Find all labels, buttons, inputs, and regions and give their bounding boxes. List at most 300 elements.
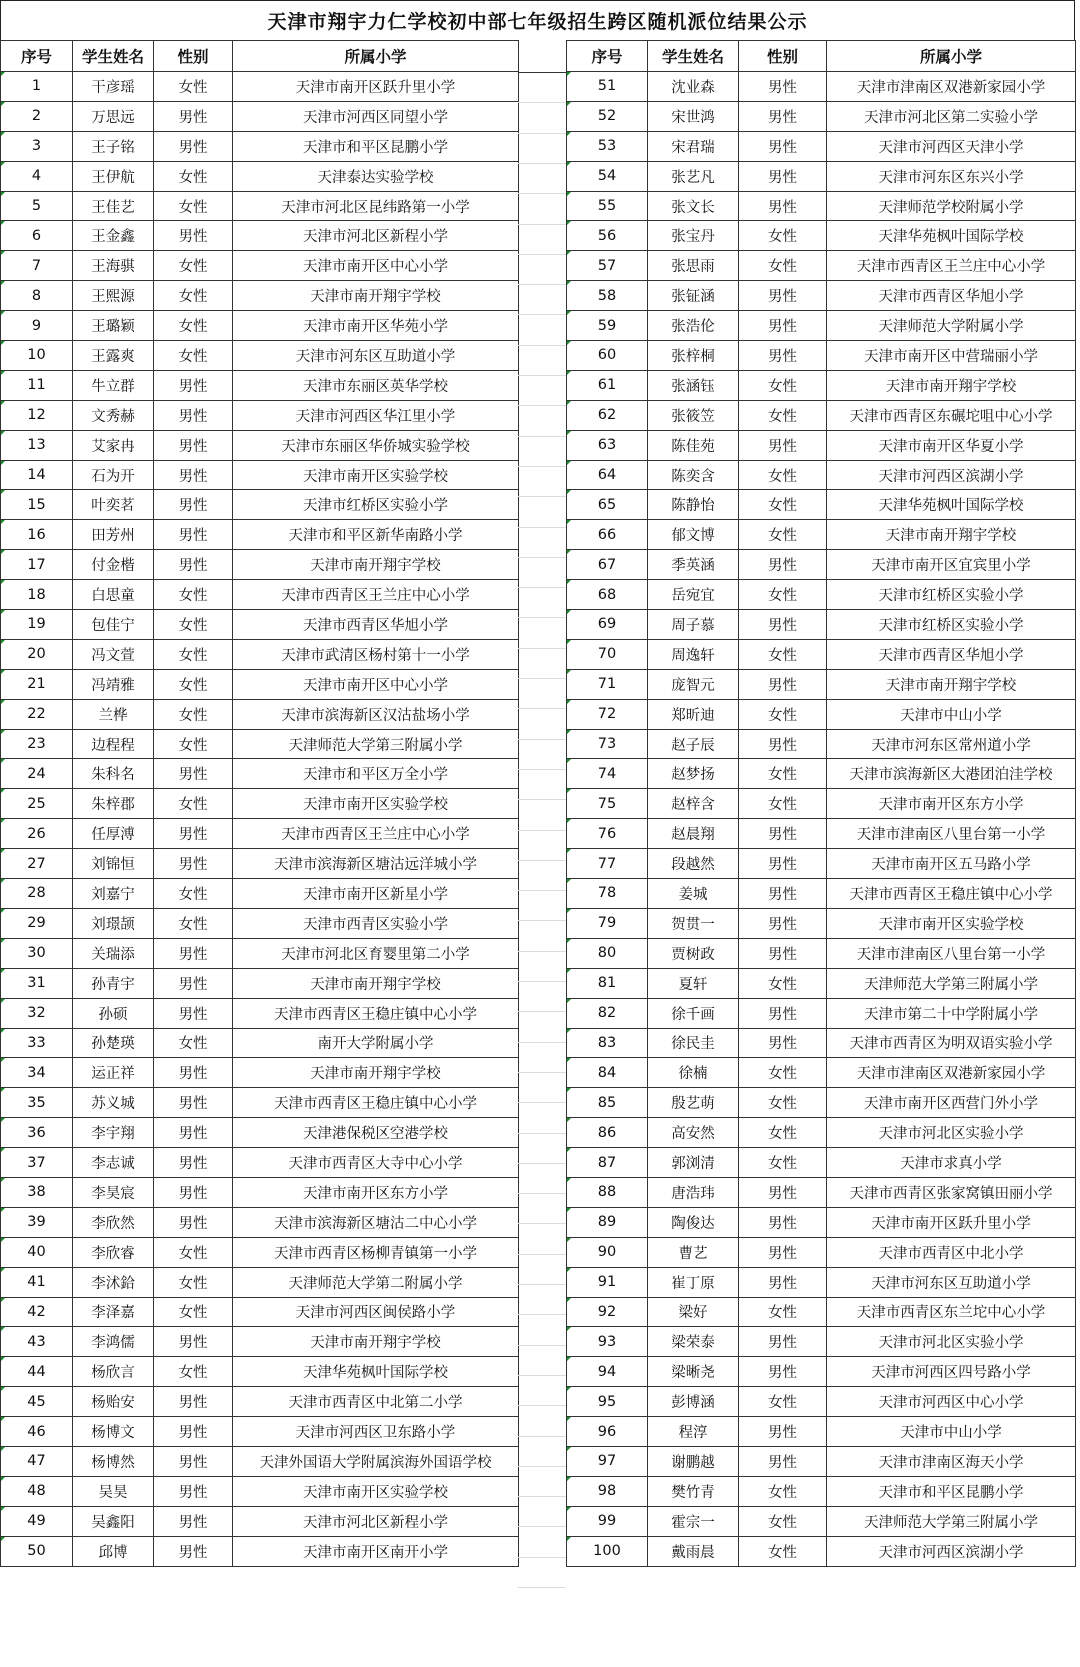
cell-gender: 女性 — [154, 72, 233, 102]
cell-school: 天津市红桥区实验小学 — [827, 610, 1076, 640]
cell-index: 31 — [1, 968, 73, 998]
cell-school: 天津市西青区王稳庄镇中心小学 — [827, 879, 1076, 909]
gridline — [518, 739, 566, 740]
table-row — [1, 1327, 519, 1357]
cell-index: 67 — [567, 550, 648, 580]
cell-index: 81 — [567, 968, 648, 998]
table-row — [1, 191, 519, 221]
gridline — [518, 1375, 566, 1376]
cell-index: 42 — [1, 1297, 73, 1327]
cell-school: 天津市津南区八里台第一小学 — [827, 938, 1076, 968]
cell-index: 39 — [1, 1207, 73, 1237]
cell-school: 天津市西青区大寺中心小学 — [233, 1148, 519, 1178]
cell-index: 32 — [1, 998, 73, 1028]
cell-student-name: 夏轩 — [648, 968, 739, 998]
cell-student-name: 王露爽 — [73, 341, 154, 371]
gridline — [518, 951, 566, 952]
cell-gender: 女性 — [739, 1058, 827, 1088]
cell-school: 天津师范大学第二附属小学 — [233, 1267, 519, 1297]
table-row — [1, 789, 519, 819]
cell-student-name: 杨欣言 — [73, 1357, 154, 1387]
column-header-gender: 性别 — [154, 41, 233, 72]
cell-student-name: 郭浏清 — [648, 1148, 739, 1178]
cell-gender: 男性 — [154, 1177, 233, 1207]
cell-gender: 女性 — [154, 1028, 233, 1058]
cell-gender: 女性 — [739, 370, 827, 400]
cell-student-name: 兰桦 — [73, 699, 154, 729]
cell-index: 78 — [567, 879, 648, 909]
cell-gender: 女性 — [154, 191, 233, 221]
table-row — [1, 729, 519, 759]
cell-gender: 男性 — [154, 131, 233, 161]
cell-student-name: 赵晨翔 — [648, 819, 739, 849]
cell-gender: 男性 — [154, 759, 233, 789]
gridline — [518, 1133, 566, 1134]
cell-student-name: 刘璟颉 — [73, 908, 154, 938]
cell-school: 天津市南开翔宇学校 — [233, 1058, 519, 1088]
cell-index: 33 — [1, 1028, 73, 1058]
cell-gender: 男性 — [739, 1237, 827, 1267]
cell-index: 13 — [1, 430, 73, 460]
table-row — [567, 281, 1076, 311]
cell-student-name: 张钲涵 — [648, 281, 739, 311]
cell-student-name: 沈业森 — [648, 72, 739, 102]
table-row — [1, 849, 519, 879]
cell-student-name: 刘嘉宁 — [73, 879, 154, 909]
cell-student-name: 王佳艺 — [73, 191, 154, 221]
cell-gender: 男性 — [739, 610, 827, 640]
table-row — [567, 460, 1076, 490]
table-row — [567, 879, 1076, 909]
table-row — [1, 639, 519, 669]
cell-gender: 女性 — [154, 879, 233, 909]
cell-index: 72 — [567, 699, 648, 729]
cell-school: 天津市津南区八里台第一小学 — [827, 819, 1076, 849]
cell-school: 天津市和平区万全小学 — [233, 759, 519, 789]
table-row — [567, 251, 1076, 281]
cell-gender: 女性 — [154, 908, 233, 938]
cell-student-name: 张涵钰 — [648, 370, 739, 400]
cell-gender: 女性 — [154, 1267, 233, 1297]
table-row — [567, 400, 1076, 430]
table-row — [567, 669, 1076, 699]
cell-school: 天津市滨海新区汉沽盐场小学 — [233, 699, 519, 729]
cell-index: 45 — [1, 1387, 73, 1417]
cell-index: 83 — [567, 1028, 648, 1058]
cell-school: 天津市南开区中营瑞丽小学 — [827, 341, 1076, 371]
table-header-row — [1, 41, 519, 72]
cell-school: 天津市和平区昆鹏小学 — [827, 1476, 1076, 1506]
cell-student-name: 段越然 — [648, 849, 739, 879]
cell-gender: 男性 — [154, 490, 233, 520]
cell-index: 82 — [567, 998, 648, 1028]
table-row — [1, 1118, 519, 1148]
table-row — [567, 699, 1076, 729]
cell-gender: 女性 — [154, 610, 233, 640]
cell-gender: 男性 — [739, 550, 827, 580]
cell-school: 天津市东丽区华侨城实验学校 — [233, 430, 519, 460]
cell-school: 天津市河北区实验小学 — [827, 1118, 1076, 1148]
cell-index: 43 — [1, 1327, 73, 1357]
gridline — [518, 648, 566, 649]
table-row — [567, 1297, 1076, 1327]
cell-gender: 男性 — [154, 1417, 233, 1447]
cell-gender: 男性 — [154, 968, 233, 998]
cell-gender: 男性 — [739, 430, 827, 460]
cell-student-name: 贺贯一 — [648, 908, 739, 938]
cell-index: 60 — [567, 341, 648, 371]
cell-school: 天津市西青区为明双语实验小学 — [827, 1028, 1076, 1058]
cell-gender: 男性 — [154, 520, 233, 550]
cell-school: 天津市河西区滨湖小学 — [827, 460, 1076, 490]
cell-index: 24 — [1, 759, 73, 789]
gridline — [518, 314, 566, 315]
cell-gender: 男性 — [739, 161, 827, 191]
cell-index: 41 — [1, 1267, 73, 1297]
table-row — [1, 1267, 519, 1297]
cell-student-name: 吴昊 — [73, 1476, 154, 1506]
cell-gender: 女性 — [739, 1506, 827, 1536]
cell-index: 61 — [567, 370, 648, 400]
cell-student-name: 赵梓含 — [648, 789, 739, 819]
cell-student-name: 宋君瑞 — [648, 131, 739, 161]
cell-school: 天津市武清区杨村第十一小学 — [233, 639, 519, 669]
cell-school: 天津市南开区华夏小学 — [827, 430, 1076, 460]
cell-school: 天津市南开区华苑小学 — [233, 311, 519, 341]
cell-gender: 女性 — [154, 669, 233, 699]
cell-school: 天津市南开区实验学校 — [233, 1476, 519, 1506]
gridline — [518, 860, 566, 861]
cell-gender: 男性 — [154, 1118, 233, 1148]
cell-gender: 男性 — [154, 400, 233, 430]
cell-gender: 男性 — [739, 1446, 827, 1476]
cell-index: 73 — [567, 729, 648, 759]
cell-index: 17 — [1, 550, 73, 580]
cell-school: 天津师范大学第三附属小学 — [233, 729, 519, 759]
cell-school: 天津市河西区天津小学 — [827, 131, 1076, 161]
gridline — [518, 224, 566, 225]
cell-student-name: 高安然 — [648, 1118, 739, 1148]
cell-gender: 女性 — [739, 639, 827, 669]
table-row — [1, 161, 519, 191]
cell-index: 2 — [1, 101, 73, 131]
cell-student-name: 郁文博 — [648, 520, 739, 550]
cell-gender: 男性 — [154, 1207, 233, 1237]
cell-student-name: 梁好 — [648, 1297, 739, 1327]
cell-student-name: 戴雨晨 — [648, 1536, 739, 1566]
cell-school: 天津市东丽区英华学校 — [233, 370, 519, 400]
table-row — [567, 1088, 1076, 1118]
cell-index: 25 — [1, 789, 73, 819]
page-title: 天津市翔宇力仁学校初中部七年级招生跨区随机派位结果公示 — [0, 0, 1075, 40]
table-row — [567, 161, 1076, 191]
cell-school: 天津市南开区跃升里小学 — [827, 1207, 1076, 1237]
cell-school: 天津市南开翔宇学校 — [233, 1327, 519, 1357]
cell-index: 49 — [1, 1506, 73, 1536]
cell-gender: 女性 — [739, 460, 827, 490]
cell-school: 天津华苑枫叶国际学校 — [827, 490, 1076, 520]
cell-gender: 男性 — [154, 1327, 233, 1357]
cell-index: 40 — [1, 1237, 73, 1267]
table-row — [1, 1297, 519, 1327]
table-row — [1, 580, 519, 610]
table-row — [1, 1476, 519, 1506]
cell-index: 57 — [567, 251, 648, 281]
cell-school: 天津市西青区王兰庄中心小学 — [233, 580, 519, 610]
cell-student-name: 郑昕迪 — [648, 699, 739, 729]
cell-gender: 女性 — [739, 1118, 827, 1148]
cell-gender: 男性 — [739, 908, 827, 938]
cell-gender: 女性 — [739, 1088, 827, 1118]
cell-student-name: 陈佳苑 — [648, 430, 739, 460]
table-row — [567, 311, 1076, 341]
cell-student-name: 万思远 — [73, 101, 154, 131]
cell-gender: 女性 — [739, 580, 827, 610]
cell-index: 88 — [567, 1177, 648, 1207]
cell-school: 天津市滨海新区大港团泊洼学校 — [827, 759, 1076, 789]
cell-gender: 男性 — [739, 849, 827, 879]
cell-gender: 女性 — [739, 221, 827, 251]
cell-school: 天津市河西区滨湖小学 — [827, 1536, 1076, 1566]
cell-student-name: 周子慕 — [648, 610, 739, 640]
cell-gender: 男性 — [154, 849, 233, 879]
cell-school: 天津师范大学第三附属小学 — [827, 968, 1076, 998]
cell-index: 95 — [567, 1387, 648, 1417]
gridline — [518, 890, 566, 891]
cell-student-name: 李泽嘉 — [73, 1297, 154, 1327]
cell-school: 天津市西青区东兰坨中心小学 — [827, 1297, 1076, 1327]
table-row — [1, 1148, 519, 1178]
cell-school: 天津市西青区中北第二小学 — [233, 1387, 519, 1417]
table-row — [567, 221, 1076, 251]
table-row — [1, 1417, 519, 1447]
gridline — [518, 678, 566, 679]
cell-index: 80 — [567, 938, 648, 968]
gridline — [518, 799, 566, 800]
cell-school: 天津市河西区四号路小学 — [827, 1357, 1076, 1387]
cell-school: 天津市河东区东兴小学 — [827, 161, 1076, 191]
cell-student-name: 崔丁原 — [648, 1267, 739, 1297]
cell-index: 22 — [1, 699, 73, 729]
cell-index: 20 — [1, 639, 73, 669]
cell-gender: 男性 — [739, 131, 827, 161]
cell-school: 天津市河北区新程小学 — [233, 221, 519, 251]
cell-index: 56 — [567, 221, 648, 251]
table-row — [1, 879, 519, 909]
cell-school: 天津市南开翔宇学校 — [233, 281, 519, 311]
cell-school: 天津市河东区互助道小学 — [233, 341, 519, 371]
cell-student-name: 陶俊达 — [648, 1207, 739, 1237]
cell-student-name: 王子铭 — [73, 131, 154, 161]
table-row — [567, 191, 1076, 221]
gridline — [518, 1102, 566, 1103]
gridline — [518, 708, 566, 709]
cell-gender: 男性 — [739, 819, 827, 849]
cell-index: 59 — [567, 311, 648, 341]
gridline — [518, 830, 566, 831]
table-row — [567, 1506, 1076, 1536]
cell-gender: 男性 — [154, 460, 233, 490]
cell-student-name: 周逸轩 — [648, 639, 739, 669]
cell-index: 11 — [1, 370, 73, 400]
cell-school: 天津市和平区昆鹏小学 — [233, 131, 519, 161]
table-row — [567, 789, 1076, 819]
cell-student-name: 杨博然 — [73, 1446, 154, 1476]
cell-school: 天津华苑枫叶国际学校 — [827, 221, 1076, 251]
cell-gender: 女性 — [739, 1387, 827, 1417]
cell-school: 天津市河北区新程小学 — [233, 1506, 519, 1536]
table-row — [1, 1207, 519, 1237]
cell-student-name: 王熙源 — [73, 281, 154, 311]
cell-school: 天津市河西区华江里小学 — [233, 400, 519, 430]
cell-gender: 女性 — [739, 1476, 827, 1506]
table-row — [567, 131, 1076, 161]
column-header-name: 学生姓名 — [73, 41, 154, 72]
table-row — [567, 580, 1076, 610]
gridline — [518, 981, 566, 982]
cell-school: 天津市西青区中北小学 — [827, 1237, 1076, 1267]
cell-index: 79 — [567, 908, 648, 938]
cell-gender: 女性 — [739, 1148, 827, 1178]
column-gap — [518, 40, 566, 1660]
cell-index: 63 — [567, 430, 648, 460]
results-table-right — [566, 40, 1076, 1567]
gridline — [518, 193, 566, 194]
gridline — [518, 163, 566, 164]
cell-index: 6 — [1, 221, 73, 251]
cell-gender: 女性 — [154, 580, 233, 610]
table-row — [1, 1088, 519, 1118]
cell-student-name: 岳宛宜 — [648, 580, 739, 610]
cell-student-name: 樊竹青 — [648, 1476, 739, 1506]
gridline — [518, 1526, 566, 1527]
cell-school: 天津市西青区王兰庄中心小学 — [827, 251, 1076, 281]
cell-index: 93 — [567, 1327, 648, 1357]
table-row — [1, 998, 519, 1028]
cell-school: 天津市河西区卫东路小学 — [233, 1417, 519, 1447]
gridline — [518, 527, 566, 528]
cell-index: 77 — [567, 849, 648, 879]
column-header-name: 学生姓名 — [648, 41, 739, 72]
gridline — [518, 1587, 566, 1588]
cell-gender: 男性 — [154, 101, 233, 131]
cell-school: 天津市南开翔宇学校 — [827, 520, 1076, 550]
gridline — [518, 557, 566, 558]
cell-index: 91 — [567, 1267, 648, 1297]
cell-school: 天津市河北区育婴里第二小学 — [233, 938, 519, 968]
cell-student-name: 关瑞添 — [73, 938, 154, 968]
cell-index: 27 — [1, 849, 73, 879]
cell-gender: 女性 — [154, 161, 233, 191]
cell-index: 74 — [567, 759, 648, 789]
cell-index: 71 — [567, 669, 648, 699]
cell-school: 天津师范大学附属小学 — [827, 311, 1076, 341]
cell-student-name: 朱科名 — [73, 759, 154, 789]
cell-school: 天津市河西区同望小学 — [233, 101, 519, 131]
table-row — [567, 968, 1076, 998]
cell-index: 96 — [567, 1417, 648, 1447]
cell-index: 36 — [1, 1118, 73, 1148]
cell-student-name: 付金楷 — [73, 550, 154, 580]
cell-index: 5 — [1, 191, 73, 221]
cell-index: 19 — [1, 610, 73, 640]
cell-school: 天津华苑枫叶国际学校 — [233, 1357, 519, 1387]
cell-student-name: 任厚溥 — [73, 819, 154, 849]
cell-school: 天津市西青区华旭小学 — [233, 610, 519, 640]
table-row — [1, 101, 519, 131]
table-row — [1, 520, 519, 550]
cell-student-name: 艾家冉 — [73, 430, 154, 460]
cell-student-name: 张思雨 — [648, 251, 739, 281]
cell-index: 4 — [1, 161, 73, 191]
cell-index: 16 — [1, 520, 73, 550]
table-row — [567, 1446, 1076, 1476]
cell-index: 98 — [567, 1476, 648, 1506]
gridline — [518, 375, 566, 376]
cell-index: 44 — [1, 1357, 73, 1387]
cell-student-name: 姜城 — [648, 879, 739, 909]
cell-school: 天津市西青区实验小学 — [233, 908, 519, 938]
cell-gender: 男性 — [154, 938, 233, 968]
cell-school: 天津市津南区双港新家园小学 — [827, 72, 1076, 102]
cell-gender: 男性 — [154, 1058, 233, 1088]
table-row — [567, 938, 1076, 968]
cell-student-name: 杨博文 — [73, 1417, 154, 1447]
cell-gender: 男性 — [154, 430, 233, 460]
column-header-gender: 性别 — [739, 41, 827, 72]
cell-school: 天津市和平区新华南路小学 — [233, 520, 519, 550]
table-row — [1, 400, 519, 430]
cell-gender: 男性 — [739, 1417, 827, 1447]
cell-index: 89 — [567, 1207, 648, 1237]
cell-student-name: 梁晰尧 — [648, 1357, 739, 1387]
cell-student-name: 吴鑫阳 — [73, 1506, 154, 1536]
cell-student-name: 张筱笠 — [648, 400, 739, 430]
cell-student-name: 张浩伦 — [648, 311, 739, 341]
cell-school: 天津市南开区实验学校 — [233, 460, 519, 490]
cell-school: 天津市中山小学 — [827, 1417, 1076, 1447]
table-row — [567, 1476, 1076, 1506]
cell-school: 天津师范大学第三附属小学 — [827, 1506, 1076, 1536]
cell-gender: 男性 — [739, 72, 827, 102]
cell-student-name: 李宇翔 — [73, 1118, 154, 1148]
cell-student-name: 杨贻安 — [73, 1387, 154, 1417]
table-row — [1, 938, 519, 968]
table-row — [567, 908, 1076, 938]
table-row — [1, 430, 519, 460]
cell-school: 南开大学附属小学 — [233, 1028, 519, 1058]
cell-student-name: 王金鑫 — [73, 221, 154, 251]
cell-index: 37 — [1, 1148, 73, 1178]
table-row — [1, 281, 519, 311]
results-table-left — [0, 40, 519, 1567]
cell-index: 53 — [567, 131, 648, 161]
table-row — [567, 1536, 1076, 1566]
gridline — [518, 1405, 566, 1406]
table-row — [1, 759, 519, 789]
table-row — [567, 1357, 1076, 1387]
cell-gender: 男性 — [154, 998, 233, 1028]
cell-index: 7 — [1, 251, 73, 281]
cell-student-name: 刘锦恒 — [73, 849, 154, 879]
cell-gender: 女性 — [739, 400, 827, 430]
cell-gender: 男性 — [739, 998, 827, 1028]
cell-index: 18 — [1, 580, 73, 610]
cell-student-name: 霍宗一 — [648, 1506, 739, 1536]
gridline — [518, 587, 566, 588]
cell-student-name: 苏义城 — [73, 1088, 154, 1118]
cell-index: 55 — [567, 191, 648, 221]
